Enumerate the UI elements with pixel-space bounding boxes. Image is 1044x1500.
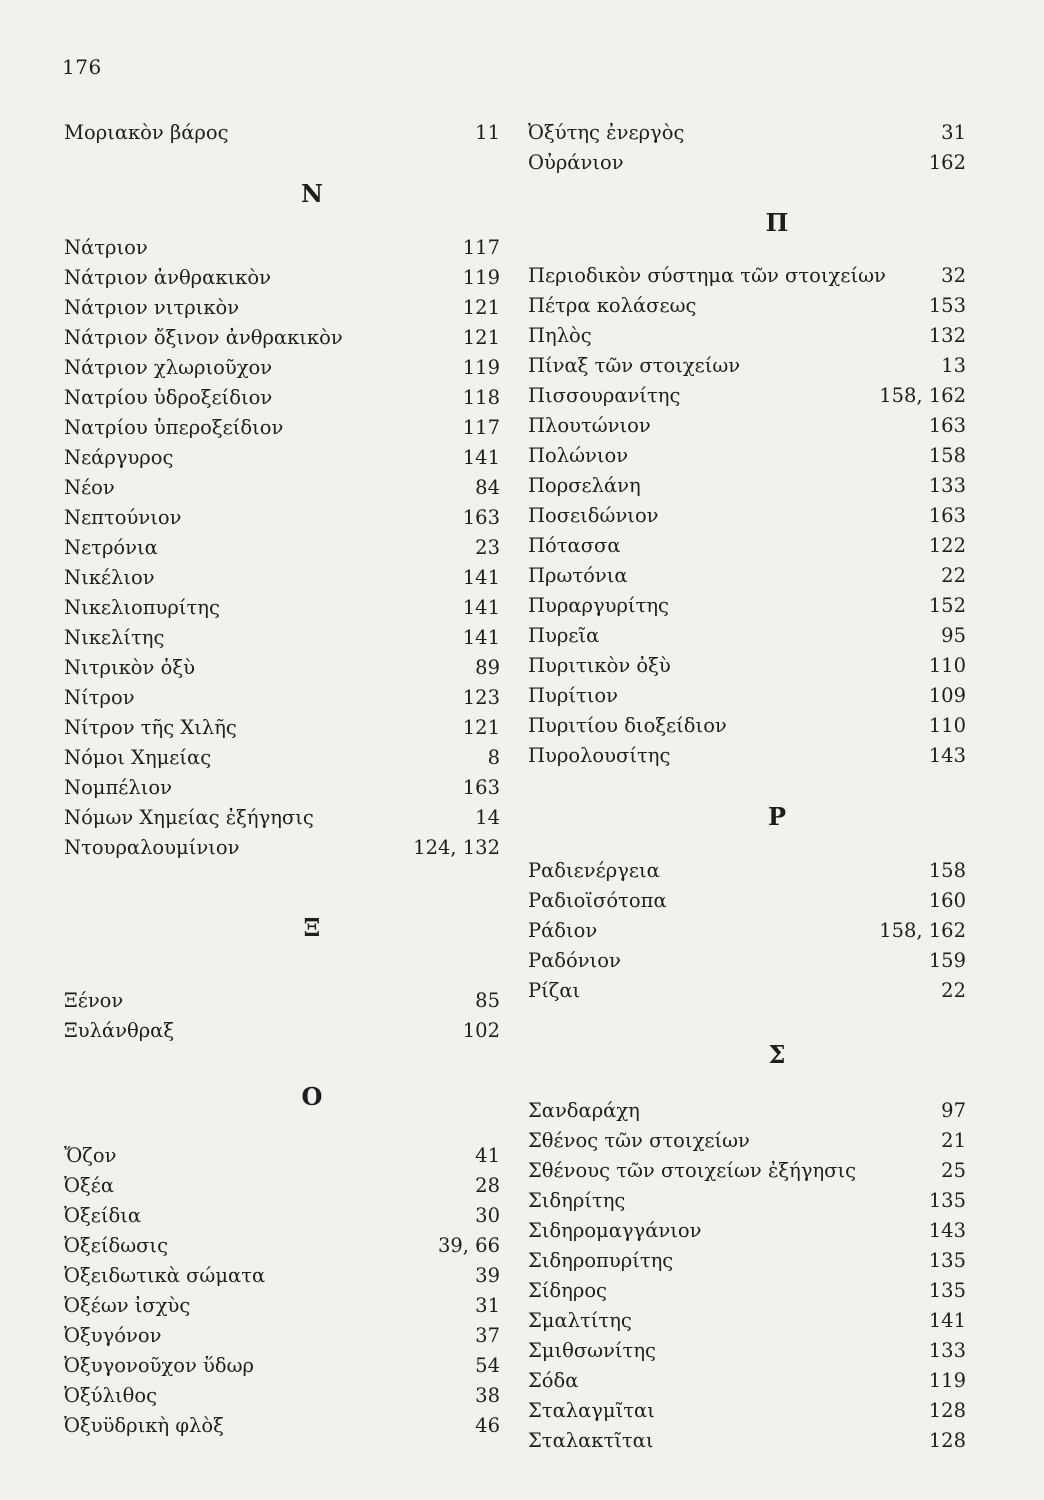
index-page-ref: 102 — [462, 1019, 500, 1042]
index-page-ref: 37 — [475, 1324, 500, 1347]
index-entry — [528, 594, 966, 624]
index-entry — [64, 506, 500, 536]
index-term: Νετρόνια — [64, 536, 158, 559]
index-entry — [528, 889, 966, 919]
index-term: Ποσειδώνιον — [528, 504, 659, 527]
index-entry — [528, 1339, 966, 1369]
index-page-ref: 128 — [928, 1399, 966, 1422]
index-group — [528, 121, 966, 181]
index-entry — [528, 654, 966, 684]
index-term: Ρίζαι — [528, 979, 581, 1002]
page-number: 176 — [62, 55, 102, 79]
index-page-ref: 22 — [941, 979, 966, 1002]
index-page-ref: 162 — [928, 151, 966, 174]
index-page-ref: 109 — [928, 684, 966, 707]
index-page-ref: 31 — [475, 1294, 500, 1317]
index-page-ref: 121 — [462, 716, 500, 739]
index-page-ref: 141 — [462, 626, 500, 649]
index-page-ref: 13 — [941, 354, 966, 377]
index-term: Νέον — [64, 476, 115, 499]
index-entry — [64, 686, 500, 716]
index-entry — [528, 1099, 966, 1129]
index-term: Σμιθσωνίτης — [528, 1339, 656, 1362]
index-page-ref: 119 — [462, 266, 500, 289]
index-entry — [528, 264, 966, 294]
index-page-ref: 11 — [475, 121, 500, 144]
index-term: Πυριτίου διοξείδιον — [528, 714, 727, 737]
index-page-ref: 28 — [475, 1174, 500, 1197]
index-term: Πολώνιον — [528, 444, 629, 467]
index-entry — [528, 444, 966, 474]
index-term: Ραδόνιον — [528, 949, 621, 972]
index-term: Σόδα — [528, 1369, 579, 1392]
index-column-left — [64, 121, 500, 1444]
index-term: Πότασσα — [528, 534, 621, 557]
index-entry — [528, 1309, 966, 1339]
section-letter-p: Π — [765, 208, 789, 237]
index-page-ref: 163 — [462, 506, 500, 529]
index-page-ref: 23 — [475, 536, 500, 559]
index-entry — [64, 386, 500, 416]
index-term: Ὀξείδια — [64, 1204, 142, 1227]
index-term: Νάτριον χλωριοῦχον — [64, 356, 273, 379]
index-entry — [64, 296, 500, 326]
index-page-ref: 39, 66 — [437, 1234, 500, 1257]
index-column-right — [528, 121, 966, 1459]
index-group — [528, 859, 966, 1009]
index-entry — [64, 716, 500, 746]
index-entry — [64, 326, 500, 356]
index-entry — [64, 566, 500, 596]
index-group — [64, 236, 500, 866]
index-entry — [64, 1234, 500, 1264]
index-term: Νομπέλιον — [64, 776, 172, 799]
index-group — [64, 989, 500, 1049]
index-term: Ραδιενέργεια — [528, 859, 660, 882]
index-page-ref: 132 — [928, 324, 966, 347]
index-page-ref: 158, 162 — [879, 919, 966, 942]
index-page-ref: 30 — [475, 1204, 500, 1227]
index-page-ref: 135 — [928, 1279, 966, 1302]
index-entry — [64, 476, 500, 506]
index-page-ref: 117 — [462, 236, 500, 259]
index-page-ref: 38 — [475, 1384, 500, 1407]
index-term: Πυριτικὸν ὀξὺ — [528, 654, 671, 677]
index-term: Πισσουρανίτης — [528, 384, 681, 407]
index-term: Ὀξυγόνον — [64, 1324, 162, 1347]
index-term: Νίτρον τῆς Χιλῆς — [64, 716, 237, 739]
index-term: Ξυλάνθραξ — [64, 1019, 175, 1042]
index-entry — [528, 324, 966, 354]
index-term: Νικελιοπυρίτης — [64, 596, 220, 619]
index-page-ref: 128 — [928, 1429, 966, 1452]
index-page-ref: 85 — [475, 989, 500, 1012]
index-page-ref: 110 — [928, 654, 966, 677]
index-entry — [528, 294, 966, 324]
index-entry — [528, 564, 966, 594]
index-term: Πυραργυρίτης — [528, 594, 669, 617]
section-letter-s: Σ — [768, 1039, 786, 1069]
index-entry — [64, 356, 500, 386]
index-entry — [64, 121, 500, 151]
index-term: Νάτριον ὄξινον ἀνθρακικὸν — [64, 326, 343, 349]
index-term: Σθένος τῶν στοιχείων — [528, 1129, 750, 1152]
index-entry — [528, 1399, 966, 1429]
index-term: Νόμοι Χημείας — [64, 746, 212, 769]
index-term: Ὀξείδωσις — [64, 1234, 168, 1257]
index-page-ref: 143 — [928, 744, 966, 767]
index-page-ref: 110 — [928, 714, 966, 737]
index-page-ref: 95 — [941, 624, 966, 647]
index-entry — [528, 1429, 966, 1459]
index-entry — [528, 354, 966, 384]
index-term: Πυρίτιον — [528, 684, 618, 707]
index-page-ref: 97 — [941, 1099, 966, 1122]
index-entry — [528, 859, 966, 889]
index-term: Νατρίου ὑδροξείδιον — [64, 386, 273, 409]
index-entry — [528, 121, 966, 151]
index-entry — [528, 1159, 966, 1189]
index-entry — [528, 1279, 966, 1309]
index-term: Περιοδικὸν σύστημα τῶν στοιχείων — [528, 264, 886, 287]
index-page-ref: 163 — [928, 504, 966, 527]
index-entry — [64, 1174, 500, 1204]
index-entry — [64, 989, 500, 1019]
index-page-ref: 119 — [462, 356, 500, 379]
index-page-ref: 123 — [462, 686, 500, 709]
index-term: Νεπτούνιον — [64, 506, 182, 529]
index-term: Μοριακὸν βάρος — [64, 121, 229, 144]
index-page-ref: 141 — [462, 566, 500, 589]
index-term: Πλουτώνιον — [528, 414, 651, 437]
index-entry — [528, 919, 966, 949]
index-entry — [64, 836, 500, 866]
index-entry — [528, 384, 966, 414]
index-term: Σθένους τῶν στοιχείων ἐξήγησις — [528, 1159, 857, 1182]
index-page-ref: 141 — [462, 596, 500, 619]
index-entry — [64, 536, 500, 566]
index-entry — [64, 446, 500, 476]
index-page-ref: 122 — [928, 534, 966, 557]
index-page-ref: 152 — [928, 594, 966, 617]
section-letter-n: Ν — [301, 179, 323, 208]
index-page-ref: 133 — [928, 1339, 966, 1362]
index-entry — [64, 1354, 500, 1384]
index-entry — [64, 746, 500, 776]
index-entry — [64, 1019, 500, 1049]
index-term: Πέτρα κολάσεως — [528, 294, 697, 317]
index-entry — [64, 416, 500, 446]
index-term: Σίδηρος — [528, 1279, 607, 1302]
index-page-ref: 21 — [941, 1129, 966, 1152]
index-page-ref: 141 — [928, 1309, 966, 1332]
index-term: Ράδιον — [528, 919, 598, 942]
index-term: Σιδηρίτης — [528, 1189, 626, 1212]
index-term: Νικέλιον — [64, 566, 155, 589]
index-term: Νιτρικὸν ὀξὺ — [64, 656, 195, 679]
index-entry — [528, 744, 966, 774]
index-page-ref: 158, 162 — [879, 384, 966, 407]
index-page-ref: 124, 132 — [413, 836, 500, 859]
index-group — [64, 121, 500, 151]
index-page-ref: 135 — [928, 1189, 966, 1212]
index-page-ref: 32 — [941, 264, 966, 287]
index-term: Ὀξυϋδρικὴ φλὸξ — [64, 1414, 224, 1437]
index-term: Ὀξέα — [64, 1174, 114, 1197]
index-entry — [64, 596, 500, 626]
index-term: Πυρολουσίτης — [528, 744, 671, 767]
index-entry — [528, 714, 966, 744]
index-entry — [64, 266, 500, 296]
index-term: Ντουραλουμίνιον — [64, 836, 240, 859]
index-page-ref: 133 — [928, 474, 966, 497]
index-term: Ὀξύτης ἐνεργὸς — [528, 121, 685, 144]
index-entry — [64, 806, 500, 836]
index-page-ref: 163 — [928, 414, 966, 437]
section-letter-ks: Ξ — [303, 913, 321, 942]
index-page-ref: 121 — [462, 296, 500, 319]
index-group — [528, 1099, 966, 1459]
index-page-ref: 163 — [462, 776, 500, 799]
index-term: Ὀξυγονοῦχον ὕδωρ — [64, 1354, 254, 1377]
index-entry — [528, 1129, 966, 1159]
section-letter-o: Ο — [301, 1082, 323, 1111]
index-term: Σιδηροπυρίτης — [528, 1249, 674, 1272]
index-group — [528, 264, 966, 774]
index-entry — [528, 151, 966, 181]
index-term: Σταλαγμῖται — [528, 1399, 655, 1422]
index-term: Πυρεῖα — [528, 624, 600, 647]
index-term: Ραδιοϊσότοπα — [528, 889, 667, 912]
index-page-ref: 119 — [928, 1369, 966, 1392]
index-term: Νόμων Χημείας ἐξήγησις — [64, 806, 314, 829]
index-entry — [528, 1249, 966, 1279]
index-entry — [528, 979, 966, 1009]
index-entry — [528, 414, 966, 444]
index-entry — [64, 1294, 500, 1324]
index-term: Νάτριον νιτρικὸν — [64, 296, 240, 319]
index-term: Ὀξέων ἰσχὺς — [64, 1294, 191, 1317]
index-term: Νάτριον — [64, 236, 148, 259]
index-entry — [528, 1219, 966, 1249]
index-term: Νατρίου ὑπεροξείδιον — [64, 416, 284, 439]
index-page-ref: 31 — [941, 121, 966, 144]
index-entry — [528, 534, 966, 564]
index-entry — [64, 1384, 500, 1414]
index-page-ref: 141 — [462, 446, 500, 469]
index-entry — [64, 236, 500, 266]
index-term: Νάτριον ἀνθρακικὸν — [64, 266, 271, 289]
index-page-ref: 54 — [475, 1354, 500, 1377]
section-letter-r: Ρ — [767, 802, 787, 831]
index-entry — [64, 656, 500, 686]
index-term: Νικελίτης — [64, 626, 165, 649]
index-term: Νεάργυρος — [64, 446, 174, 469]
index-term: Πηλὸς — [528, 324, 592, 347]
index-page-ref: 41 — [475, 1144, 500, 1167]
index-entry — [528, 504, 966, 534]
index-entry — [528, 684, 966, 714]
index-entry — [528, 474, 966, 504]
index-entry — [64, 776, 500, 806]
index-term: Πρωτόνια — [528, 564, 628, 587]
index-term: Ὀξύλιθος — [64, 1384, 157, 1407]
index-entry — [64, 1264, 500, 1294]
index-term: Οὐράνιον — [528, 151, 624, 174]
index-entry — [528, 1189, 966, 1219]
index-page-ref: 89 — [475, 656, 500, 679]
index-group — [64, 1144, 500, 1444]
index-page-ref: 160 — [928, 889, 966, 912]
index-page-ref: 135 — [928, 1249, 966, 1272]
index-page-ref: 159 — [928, 949, 966, 972]
index-term: Νίτρον — [64, 686, 135, 709]
index-page-ref: 117 — [462, 416, 500, 439]
index-page-ref: 84 — [475, 476, 500, 499]
index-page-ref: 118 — [462, 386, 500, 409]
index-entry — [64, 1144, 500, 1174]
index-page-ref: 153 — [928, 294, 966, 317]
index-entry — [528, 1369, 966, 1399]
index-page-ref: 158 — [928, 444, 966, 467]
index-term: Σταλακτῖται — [528, 1429, 654, 1452]
index-page-ref: 158 — [928, 859, 966, 882]
index-entry — [528, 949, 966, 979]
index-page-ref: 46 — [475, 1414, 500, 1437]
index-entry — [64, 1324, 500, 1354]
index-page-ref: 8 — [487, 746, 500, 769]
index-page-ref: 39 — [475, 1264, 500, 1287]
index-entry — [64, 1414, 500, 1444]
index-entry — [528, 624, 966, 654]
index-page-ref: 143 — [928, 1219, 966, 1242]
index-page-ref: 22 — [941, 564, 966, 587]
index-page-ref: 25 — [941, 1159, 966, 1182]
index-term: Σανδαράχη — [528, 1099, 640, 1122]
index-page-ref: 121 — [462, 326, 500, 349]
index-term: Ὀξειδωτικὰ σώματα — [64, 1264, 266, 1287]
index-term: Πίναξ τῶν στοιχείων — [528, 354, 741, 377]
index-term: Σιδηρομαγγάνιον — [528, 1219, 702, 1242]
index-term: Σμαλτίτης — [528, 1309, 632, 1332]
index-page-ref: 14 — [475, 806, 500, 829]
index-term: Ὄζον — [64, 1144, 117, 1167]
index-entry — [64, 626, 500, 656]
index-term: Πορσελάνη — [528, 474, 641, 497]
index-term: Ξένον — [64, 989, 124, 1012]
index-entry — [64, 1204, 500, 1234]
